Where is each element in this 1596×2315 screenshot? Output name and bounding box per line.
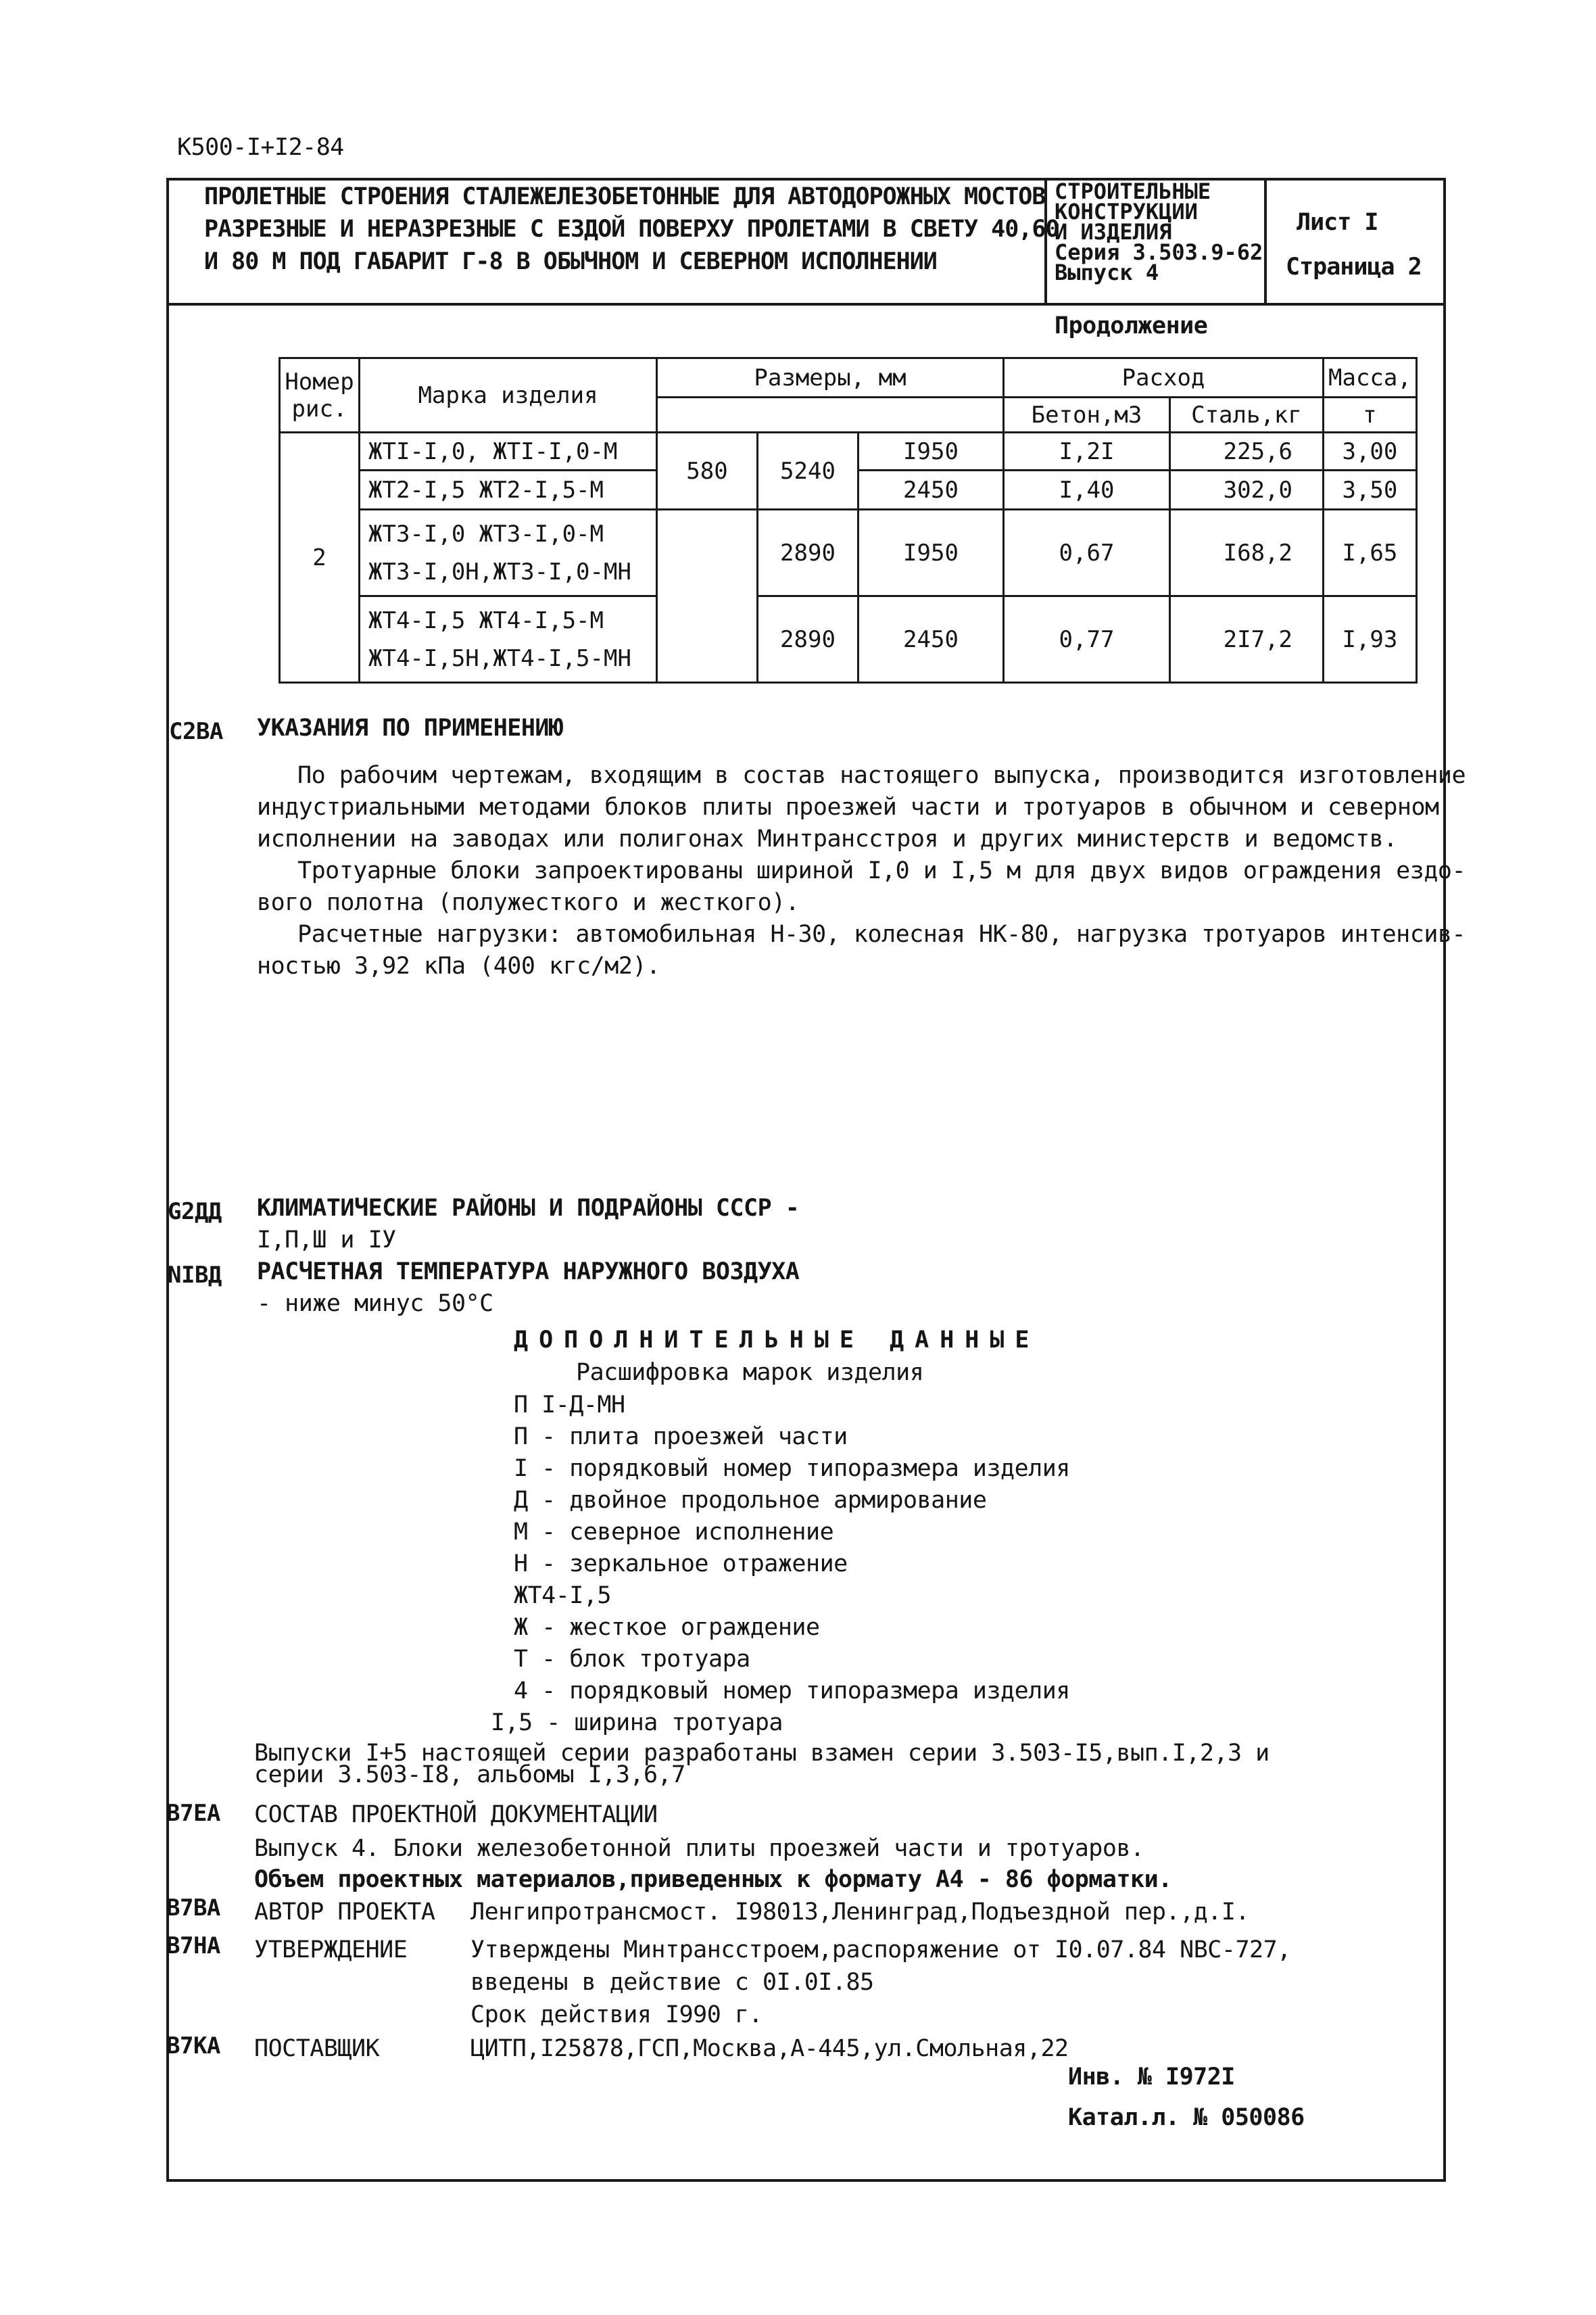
supplier-label: ПОСТАВЩИК [254,2035,380,2062]
usage-p2-l2: вого полотна (полужесткого и жесткого). [257,889,800,916]
col-header-dims-empty [657,398,1004,433]
steel-cell: 225,6 [1170,433,1324,471]
mark-line-2: ЖТ4-I,5Н,ЖТ4-I,5-МН [368,644,631,672]
docs-line-1: Выпуск 4. Блоки железобетонной плиты проезжей части и тротуаров. [254,1835,1144,1862]
mark-line-1: ЖТ4-I,5 ЖТ4-I,5-М [368,606,604,634]
category-line-3: И ИЗДЕЛИЯ [1055,219,1172,245]
concrete-cell: I,2I [1004,433,1170,471]
decoding-line: Т - блок тротуара [514,1646,750,1673]
docs-heading: СОСТАВ ПРОЕКТНОЙ ДОКУМЕНТАЦИИ [254,1801,658,1828]
table-row [280,510,1417,596]
steel-cell: 2I7,2 [1170,596,1324,683]
mark-line-2: ЖТ3-I,0Н,ЖТ3-I,0-МН [368,558,631,586]
col-header-steel: Сталь,кг [1170,398,1324,433]
code-usage: С2ВА [169,718,223,745]
replace-note-l1: Выпуски I+5 настоящей серии разработаны взамен серии 3.503-I5,вып.I,2,3 и [254,1740,1269,1767]
length-cell: 2890 [758,596,859,683]
col-header-mass-unit: т [1324,398,1417,433]
mass-cell: I,65 [1324,510,1417,596]
table-row [280,433,1417,471]
steel-cell: 302,0 [1170,471,1324,510]
climate-heading: КЛИМАТИЧЕСКИЕ РАЙОНЫ И ПОДРАЙОНЫ СССР - [257,1195,800,1222]
usage-heading: УКАЗАНИЯ ПО ПРИМЕНЕНИЮ [257,715,563,742]
col-header-concrete: Бетон,м3 [1004,398,1170,433]
title-line-1: ПРОЛЕТНЫЕ СТРОЕНИЯ СТАЛЕЖЕЛЕЗОБЕТОННЫЕ ДЛЯ АВТОДОРОЖНЫХ МОСТОВ [204,183,1046,210]
usage-p3-l1: Расчетные нагрузки: автомобильная Н-30, колесная НК-80, нагрузка тротуаров интенсив- [297,921,1466,948]
approval-line-3: Срок действия I990 г. [470,2001,763,2028]
mass-cell: I,93 [1324,596,1417,683]
col-header-mass: Масса, [1324,358,1417,398]
decoding-line: I,5 - ширина тротуара [491,1709,783,1736]
width-cell: I950 [859,510,1004,596]
concrete-cell: 0,77 [1004,596,1170,683]
document-code: К500-I+I2-84 [177,134,344,161]
mark-cell [360,510,657,596]
shared-dim-cell: 580 [657,433,758,510]
code-supplier: В7КА [166,2032,220,2059]
title-line-2: РАЗРЕЗНЫЕ И НЕРАЗРЕЗНЫЕ С ЕЗДОЙ ПОВЕРХУ ПРОЛЕТАМИ В СВЕТУ 40,60 [204,216,1059,243]
extra-heading: ДОПОЛНИТЕЛЬНЫЕ ДАННЫЕ [514,1327,1040,1354]
author-value: Ленгипротрансмост. I98013,Ленинград,Подъездной пер.,д.I. [470,1899,1250,1926]
usage-p2-l1: Тротуарные блоки запроектированы шириной I,0 и I,5 м для двух видов ограждения ездо- [297,857,1466,884]
decoding-line: Д - двойное продольное армирование [514,1487,987,1514]
issue-label: Выпуск 4 [1055,260,1159,285]
mass-cell: 3,00 [1324,433,1417,471]
spec-table [279,357,1418,684]
concrete-cell: 0,67 [1004,510,1170,596]
docs-line-2: Объем проектных материалов,приведенных к формату А4 - 86 форматки. [254,1866,1172,1893]
extra-subheading: Расшифровка марок изделия [576,1359,924,1386]
catalog-number: Катал.л. № 050086 [1068,2104,1305,2131]
mark-cell [360,596,657,683]
approval-line-2: введены в действие с 0I.0I.85 [470,1969,874,1996]
temperature-heading: РАСЧЕТНАЯ ТЕМПЕРАТУРА НАРУЖНОГО ВОЗДУХА [257,1258,800,1285]
mark-line-1: ЖТ3-I,0 ЖТ3-I,0-М [368,520,604,548]
code-docs: В7ЕА [166,1800,220,1827]
supplier-value: ЦИТП,I25878,ГСП,Москва,А-445,ул.Смольная,22 [470,2035,1069,2062]
col-header-fig-no [280,358,360,433]
decoding-line: Н - зеркальное отражение [514,1550,848,1577]
decoding-line: М - северное исполнение [514,1519,834,1546]
col-header-mark: Марка изделия [360,358,657,433]
category-line-1: СТРОИТЕЛЬНЫЕ [1055,178,1211,204]
col-header-consumption: Расход [1004,358,1324,398]
width-cell: 2450 [859,596,1004,683]
col-header-fig-no-l2: рис. [291,395,347,423]
approval-line-1: Утверждены Минтрансстроем,распоряжение от I0.07.84 NВС-727, [470,1936,1291,1963]
author-label: АВТОР ПРОЕКТА [254,1899,435,1926]
decoding-line: П I-Д-МН [514,1391,625,1418]
mark-cell: ЖТI-I,0, ЖТI-I,0-М [360,433,657,471]
code-climate: G2ДД [168,1198,222,1225]
width-cell: 2450 [859,471,1004,510]
continuation-label: Продолжение [1055,312,1208,339]
approval-label: УТВЕРЖДЕНИЕ [254,1936,408,1963]
code-temperature: NIВД [168,1262,222,1289]
mass-cell: 3,50 [1324,471,1417,510]
table-row [280,596,1417,683]
usage-p1-l2: индустриальными методами блоков плиты проезжей части и тротуаров в обычном и северном [257,794,1439,821]
fig-no-cell: 2 [280,433,360,683]
category-block [1055,178,1263,285]
title-line-3: И 80 М ПОД ГАБАРИТ Г-8 В ОБЫЧНОМ И СЕВЕРНОМ ИСПОЛНЕНИИ [204,248,937,275]
concrete-cell: I,40 [1004,471,1170,510]
col-header-dims: Размеры, мм [657,358,1004,398]
usage-p1-l3: исполнении на заводах или полигонах Минтрансстроя и других министерств и ведомств. [257,826,1397,853]
code-author: В7ВА [166,1894,220,1922]
decoding-line: Ж - жесткое ограждение [514,1614,820,1641]
sheet-label: Лист I [1297,209,1378,236]
decoding-line: 4 - порядковый номер типоразмера изделия [514,1677,1070,1704]
shared-dim-empty [657,510,758,683]
series-label: Серия 3.503.9-62 [1055,239,1263,265]
length-cell: 5240 [758,433,859,510]
page-label: Страница 2 [1286,254,1422,281]
code-approval: В7НА [166,1932,220,1959]
replace-note-l2: серии 3.503-I8, альбомы I,3,6,7 [254,1761,685,1788]
temperature-value: - ниже минус 50°С [257,1290,493,1317]
decoding-line: I - порядковый номер типоразмера изделия [514,1455,1070,1482]
inventory-number: Инв. № I972I [1068,2063,1235,2091]
mark-cell: ЖТ2-I,5 ЖТ2-I,5-М [360,471,657,510]
header-divider-2 [1264,178,1267,306]
decoding-line: ЖТ4-I,5 [514,1582,612,1609]
decoding-line: П - плита проезжей части [514,1423,848,1450]
climate-values: I,П,Ш и IУ [257,1226,396,1254]
width-cell: I950 [859,433,1004,471]
steel-cell: I68,2 [1170,510,1324,596]
header-bottom-rule [166,303,1446,306]
usage-p3-l2: ностью 3,92 кПа (400 кгс/м2). [257,953,660,980]
length-cell: 2890 [758,510,859,596]
usage-p1-l1: По рабочим чертежам, входящим в состав настоящего выпуска, производится изготовление [297,762,1466,789]
col-header-fig-no-l1: Номер [285,368,354,396]
category-line-2: КОНСТРУКЦИИ [1055,199,1198,224]
